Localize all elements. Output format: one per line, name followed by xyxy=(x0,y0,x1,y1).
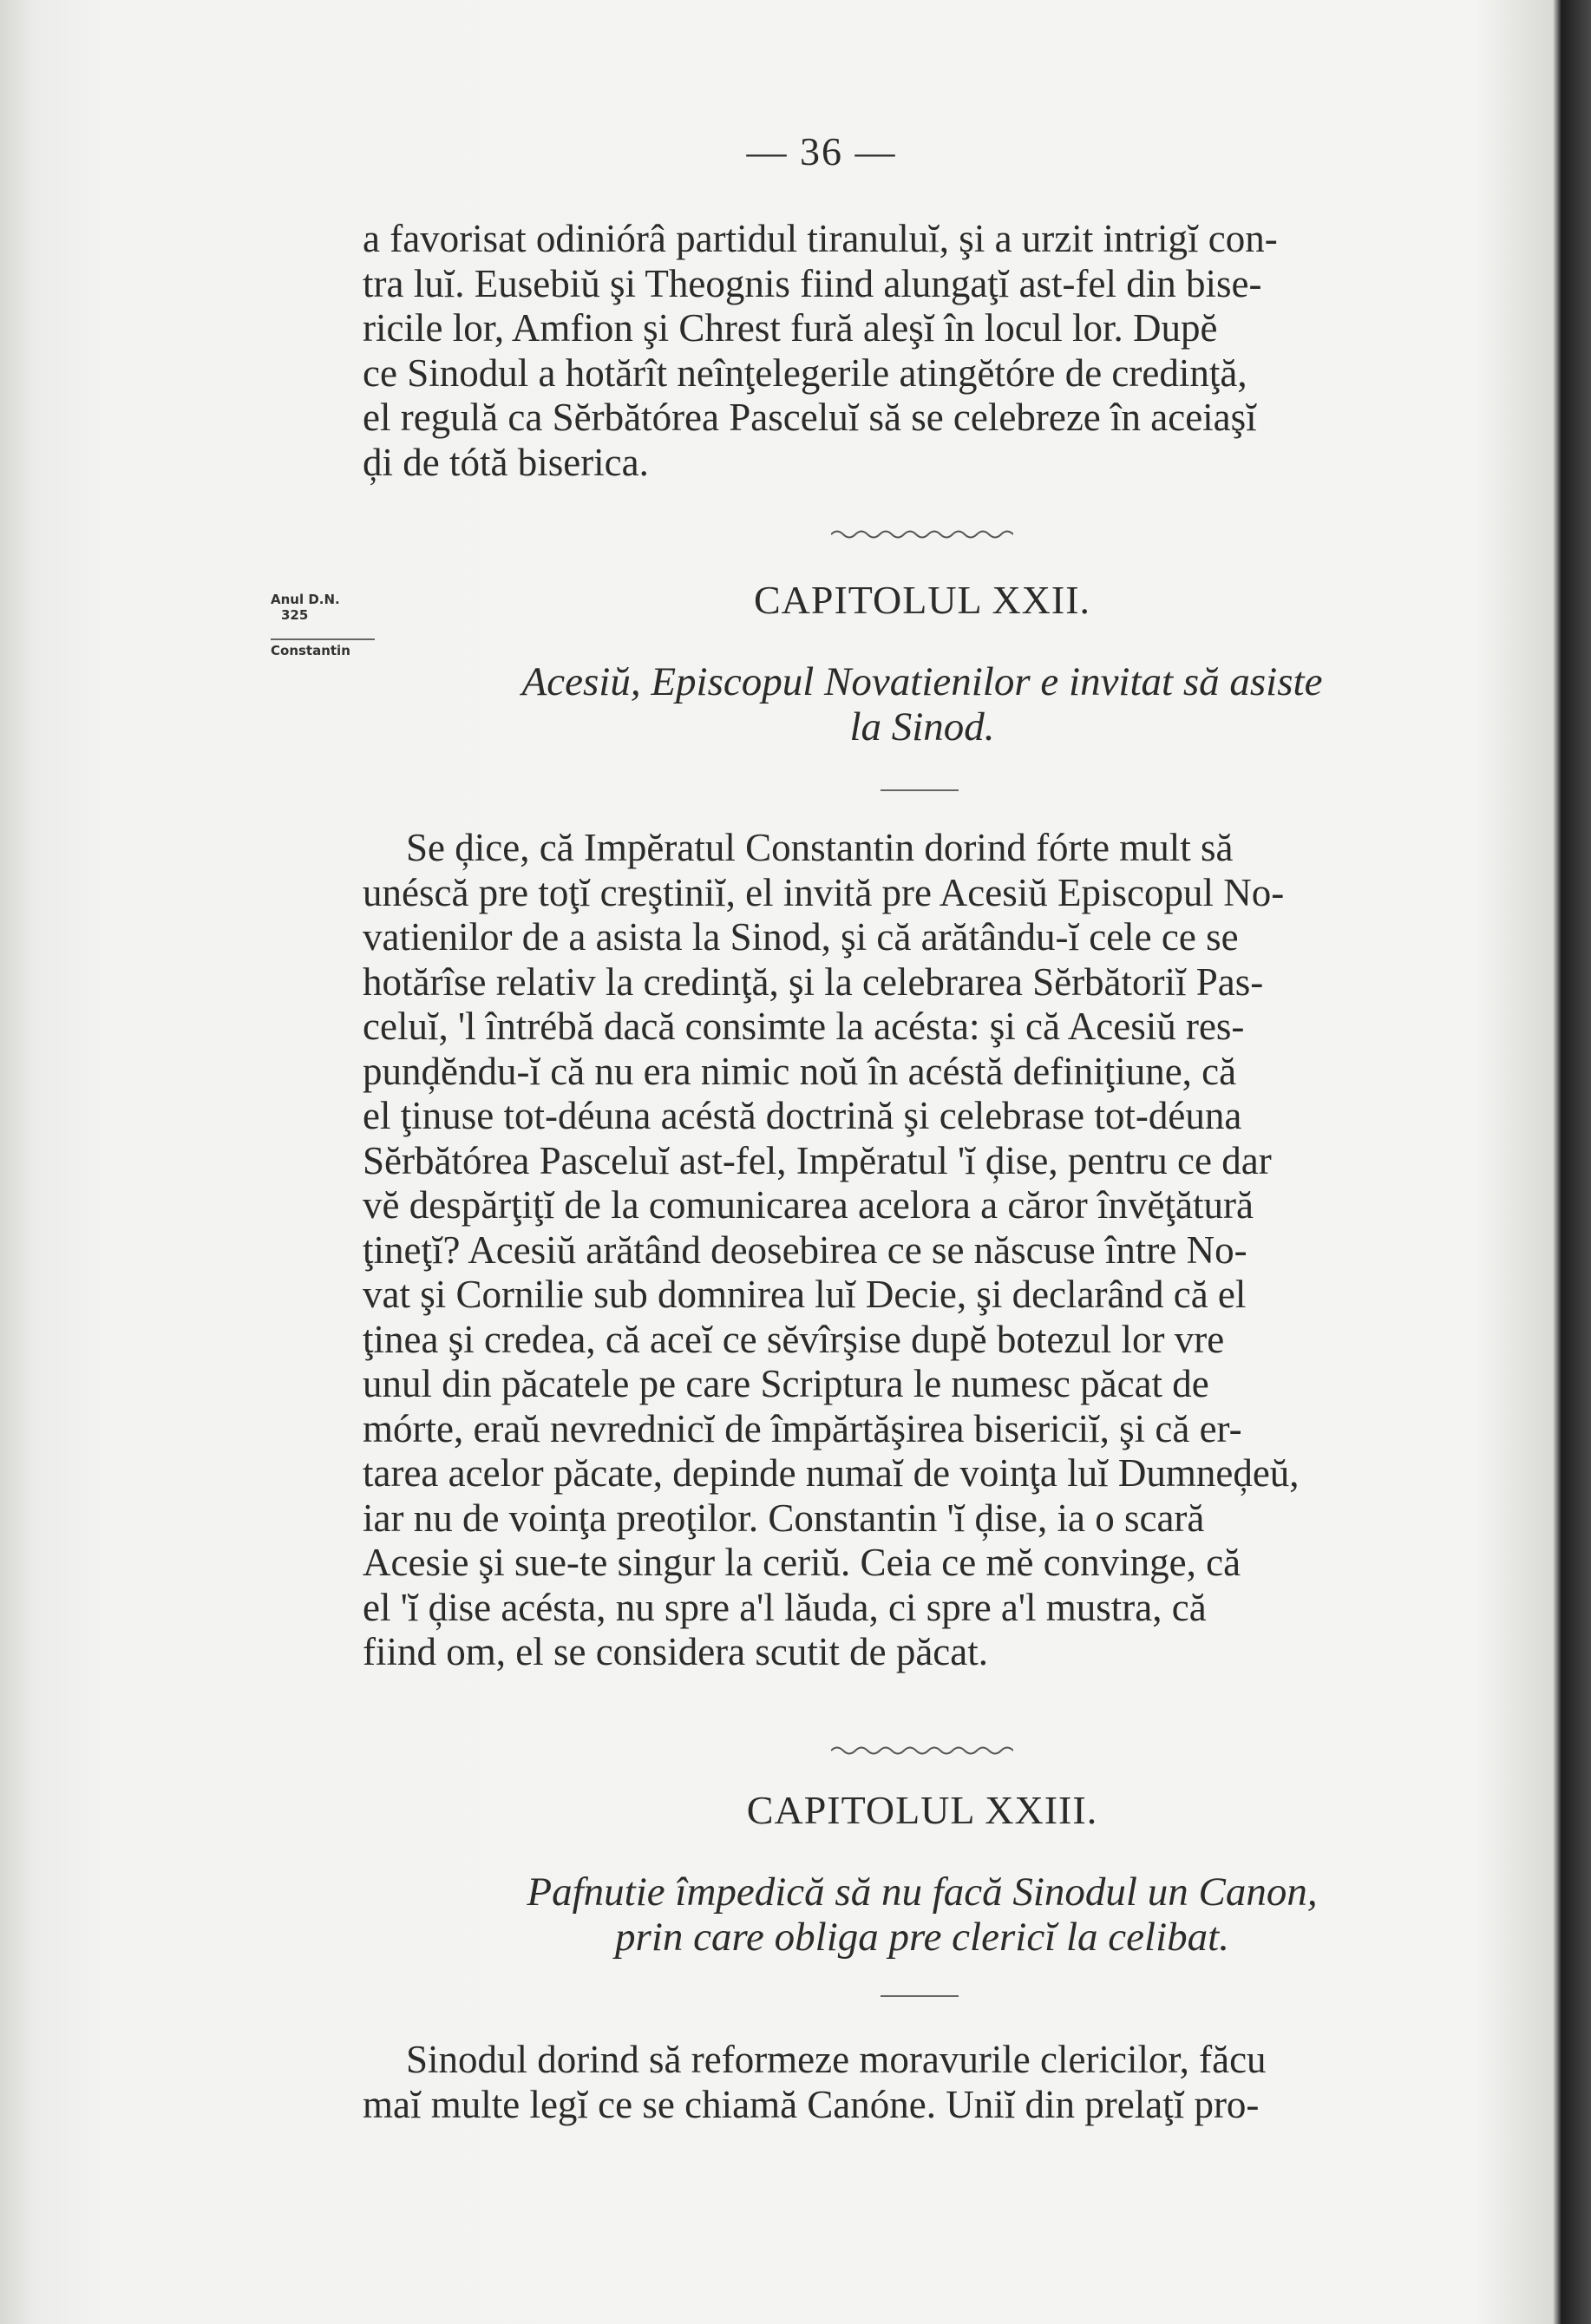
text-line: ḑi de tótă biserica. xyxy=(363,440,649,484)
text-line: ţineţĭ? Acesiŭ arătând deosebirea ce se născuse între No- xyxy=(363,1227,1247,1272)
text-line: Sĕrbătórea Pasceluĭ ast-fel, Impĕratul 'ĭ ḑise, pentru ce dar xyxy=(363,1138,1272,1182)
paragraph-2 xyxy=(363,826,1482,1675)
subtitle-line: prin care obliga pre clericĭ la celibat. xyxy=(615,1915,1229,1960)
subtitle-line: Pafnutie împedică să nu facă Sinodul un Canon, xyxy=(527,1869,1318,1915)
chapter-heading: CAPITOLUL XXIII. xyxy=(746,1788,1098,1832)
margin-year-value: 325 xyxy=(281,607,309,623)
text-line: ţinea şi credea, că aceĭ ce sĕvîrşise dupĕ botezul lor vre xyxy=(363,1317,1225,1361)
margin-year-label: Anul D.N. xyxy=(271,592,340,607)
margin-note-rule xyxy=(271,638,375,640)
text-line: a favorisat odiniórâ partidul tiranuluĭ, şi a urzit intrigĭ con- xyxy=(363,217,1278,260)
ornament-squiggle xyxy=(831,527,1013,541)
divider-rule xyxy=(881,1995,959,1997)
chapter-subtitle xyxy=(363,1869,1482,1960)
subtitle-line: la Sinod. xyxy=(849,704,995,750)
text-line: tarea acelor păcate, depinde numaĭ de voinţa luĭ Dumneḑeŭ, xyxy=(363,1451,1300,1495)
text-line: fiind om, el se considera scutit de păcat. xyxy=(363,1630,989,1673)
margin-note-year xyxy=(271,592,366,623)
text-line: hotărîse relativ la credinţă, şi la celebrarea Sĕrbătoriĭ Pas- xyxy=(363,959,1264,1004)
paragraph-1 xyxy=(363,217,1482,485)
chapter-heading: CAPITOLUL XXII. xyxy=(753,578,1091,622)
text-line: maĭ multe legĭ ce se chiamă Canóne. Uniĭ din prelaţĭ pro- xyxy=(363,2082,1260,2126)
text-line: unéscă pre toţĭ creştiniĭ, el invită pre Acesiŭ Episcopul No- xyxy=(363,870,1285,914)
text-line: el ţinuse tot-déuna acéstă doctrină şi celebrase tot-déuna xyxy=(363,1094,1242,1137)
text-line: vatienilor de a asista la Sinod, şi că arătându-ĭ cele ce se xyxy=(363,915,1239,959)
text-line: vat şi Cornilie sub domnirea luĭ Decie, şi declarând că el xyxy=(363,1273,1247,1316)
text-line: Acesie şi sue-te singur la ceriŭ. Ceia ce mĕ convinge, că xyxy=(363,1541,1241,1584)
ornament-squiggle xyxy=(831,1744,1013,1758)
text-line: el 'ĭ ḑise acésta, nu spre a'l lăuda, ci spre a'l mustra, că xyxy=(363,1585,1207,1629)
divider-rule xyxy=(881,789,959,791)
subtitle-line: Acesiŭ, Episcopul Novatienilor e invitat să asiste xyxy=(521,659,1323,704)
margin-note-name: Constantin xyxy=(271,643,350,658)
paragraph-3 xyxy=(363,2038,1482,2127)
text-line: ricile lor, Amfion şi Chrest fură aleşĭ în locul lor. Dupĕ xyxy=(363,306,1218,350)
text-line: Se ḑice, că Impĕratul Constantin dorind fórte mult să xyxy=(406,826,1234,869)
text-line: punḑĕndu-ĭ că nu era nimic noŭ în acéstă definiţiune, că xyxy=(363,1049,1237,1093)
chapter-subtitle xyxy=(363,659,1482,750)
page-number: — 36 — xyxy=(746,129,897,173)
text-line: iar nu de voinţa preoţilor. Constantin 'ĭ ḑise, ia o scară xyxy=(363,1496,1205,1540)
text-line: vĕ despărţiţĭ de la comunicarea acelora a căror învĕţătură xyxy=(363,1183,1254,1227)
text-line: unul din păcatele pe care Scriptura le numesc păcat de xyxy=(363,1362,1209,1405)
text-line: tra luĭ. Eusebiŭ şi Theognis fiind alungaţĭ ast-fel din bise- xyxy=(363,261,1262,305)
text-line: el regulă ca Sĕrbătórea Pasceluĭ să se celebreze în aceiaşĭ xyxy=(363,396,1257,439)
text-line: Sinodul dorind să reformeze moravurile clericilor, făcu xyxy=(406,2038,1267,2081)
text-line: celuĭ, 'l întrébă dacă consimte la acésta: şi că Acesiŭ res- xyxy=(363,1005,1245,1048)
text-line: ce Sinodul a hotărît neînţelegerile atingĕtóre de credinţă, xyxy=(363,350,1247,395)
text-line: mórte, eraŭ nevrednicĭ de împărtăşirea bisericiĭ, şi că er- xyxy=(363,1406,1242,1450)
